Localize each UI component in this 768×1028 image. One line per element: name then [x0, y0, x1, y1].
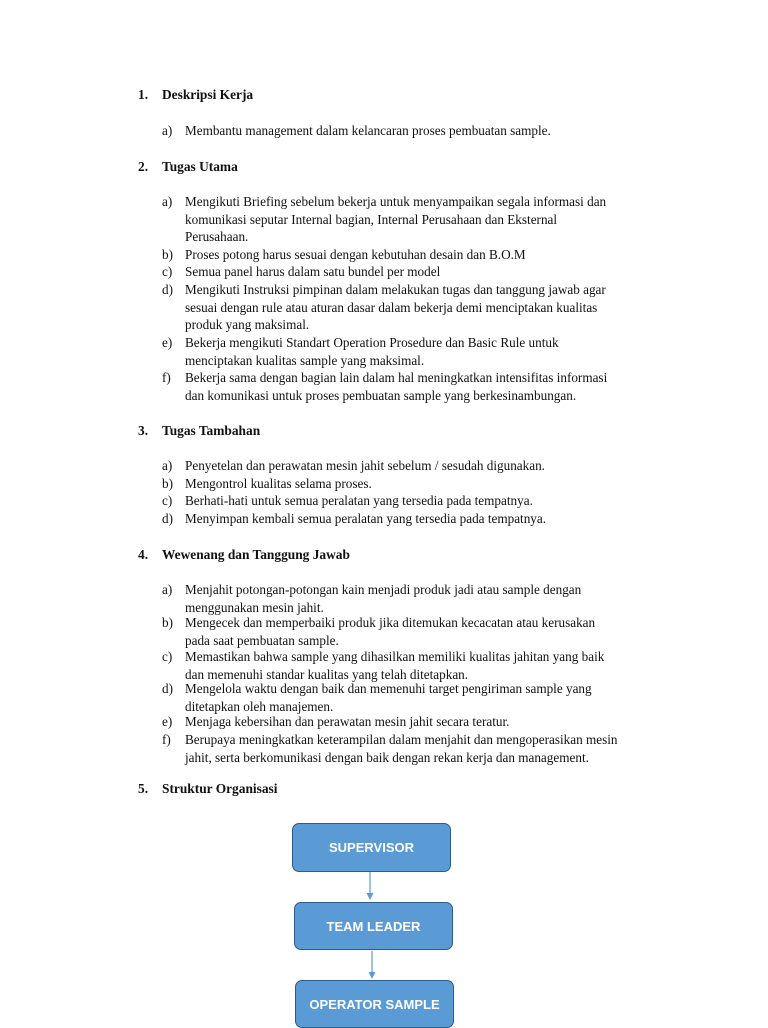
list-item-text: Menjaga kebersihan dan perawatan mesin jahit secara teratur. [185, 714, 510, 729]
list-item-text: Mengontrol kualitas selama proses. [185, 476, 372, 491]
list-item-text: komunikasi seputar Internal bagian, Internal Perusahaan dan Eksternal [185, 211, 558, 227]
org-box-operator-sample [295, 980, 454, 1028]
list-item-text: jahit, serta berkomunikasi dengan baik dengan rekan kerja dan management. [185, 749, 589, 765]
list-item-text: dan memenuhi standar kualitas yang telah ditetapkan. [185, 666, 469, 682]
section-number: 5. [138, 781, 149, 796]
list-item-text: Mengecek dan memperbaiki produk jika ditemukan kecacatan atau kerusakan [185, 615, 596, 630]
list-item-label: f) [162, 370, 171, 385]
org-box-label: OPERATOR SAMPLE [309, 996, 440, 1012]
list-item-label: a) [162, 194, 173, 209]
list-item-text: sesuai dengan rule atau aturan dasar dalam bekerja demi menciptakan kualitas [185, 299, 598, 315]
list-item-label: d) [162, 511, 173, 526]
list-item-text: Membantu management dalam kelancaran proses pembuatan sample. [185, 123, 551, 138]
list-item-text: ditetapkan oleh manajemen. [185, 698, 334, 714]
list-item-text: Mengelola waktu dengan baik dan memenuhi target pengiriman sample yang [185, 681, 592, 696]
connector-arrowhead [367, 893, 374, 900]
org-box-label: TEAM LEADER [326, 918, 421, 934]
section-heading: Tugas Tambahan [162, 423, 261, 438]
list-item-text: Penyetelan dan perawatan mesin jahit sebelum / sesudah digunakan. [185, 458, 545, 473]
list-item-text: menciptakan kualitas sample yang maksimal. [185, 352, 425, 368]
list-item-text: Berupaya meningkatkan keterampilan dalam menjahit dan mengoperasikan mesin [185, 732, 618, 747]
list-item-text: Berhati-hati untuk semua peralatan yang tersedia pada tempatnya. [185, 493, 533, 508]
list-item-label: c) [162, 264, 173, 279]
section-number: 3. [138, 423, 149, 438]
list-item-label: a) [162, 123, 173, 138]
list-item-text: Menjahit potongan-potongan kain menjadi produk jadi atau sample dengan [185, 582, 582, 597]
list-item-text: pada saat pembuatan sample. [185, 632, 339, 648]
org-box-supervisor [292, 823, 451, 872]
list-item-label: d) [162, 681, 173, 696]
list-item-text: Proses potong harus sesuai dengan kebutuhan desain dan B.O.M [185, 247, 526, 262]
list-item-text: Mengikuti Instruksi pimpinan dalam melakukan tugas dan tanggung jawab agar [185, 282, 606, 297]
section-number: 1. [138, 87, 149, 102]
list-item-text: Semua panel harus dalam satu bundel per model [185, 264, 441, 279]
list-item-label: b) [162, 615, 173, 630]
section-heading: Wewenang dan Tanggung Jawab [162, 547, 350, 562]
list-item-label: e) [162, 335, 173, 350]
org-box-label: SUPERVISOR [328, 840, 414, 855]
section-heading: Tugas Utama [162, 159, 238, 174]
list-item-text: Bekerja sama dengan bagian lain dalam hal meningkatkan intensifitas informasi [185, 370, 608, 385]
list-item-text: produk yang maksimal. [185, 317, 310, 332]
list-item-label: c) [162, 493, 173, 508]
list-item-text: Perusahaan. [185, 229, 249, 244]
list-item-label: e) [162, 714, 173, 729]
list-item-text: Memastikan bahwa sample yang dihasilkan memiliki kualitas jahitan yang baik [185, 649, 605, 664]
list-item-text: Bekerja mengikuti Standart Operation Prosedure dan Basic Rule untuk [185, 335, 559, 350]
list-item-label: a) [162, 582, 173, 597]
section-number: 4. [138, 547, 149, 562]
list-item-label: c) [162, 649, 173, 664]
list-item-label: a) [162, 458, 173, 473]
list-item-label: d) [162, 282, 173, 297]
section-heading: Struktur Organisasi [162, 781, 278, 796]
list-item-text: menggunakan mesin jahit. [185, 599, 324, 615]
list-item-label: b) [162, 247, 173, 262]
connector-arrowhead [369, 972, 376, 979]
list-item-text: Mengikuti Briefing sebelum bekerja untuk menyampaikan segala informasi dan [185, 194, 607, 209]
list-item-label: f) [162, 732, 171, 747]
org-box-team-leader [294, 902, 453, 950]
list-item-text: dan komunikasi untuk proses pembuatan sample yang berkesinambungan. [185, 387, 577, 403]
section-heading: Deskripsi Kerja [162, 87, 254, 102]
list-item-label: b) [162, 476, 173, 491]
section-number: 2. [138, 159, 149, 174]
list-item-text: Menyimpan kembali semua peralatan yang tersedia pada tempatnya. [185, 511, 547, 526]
